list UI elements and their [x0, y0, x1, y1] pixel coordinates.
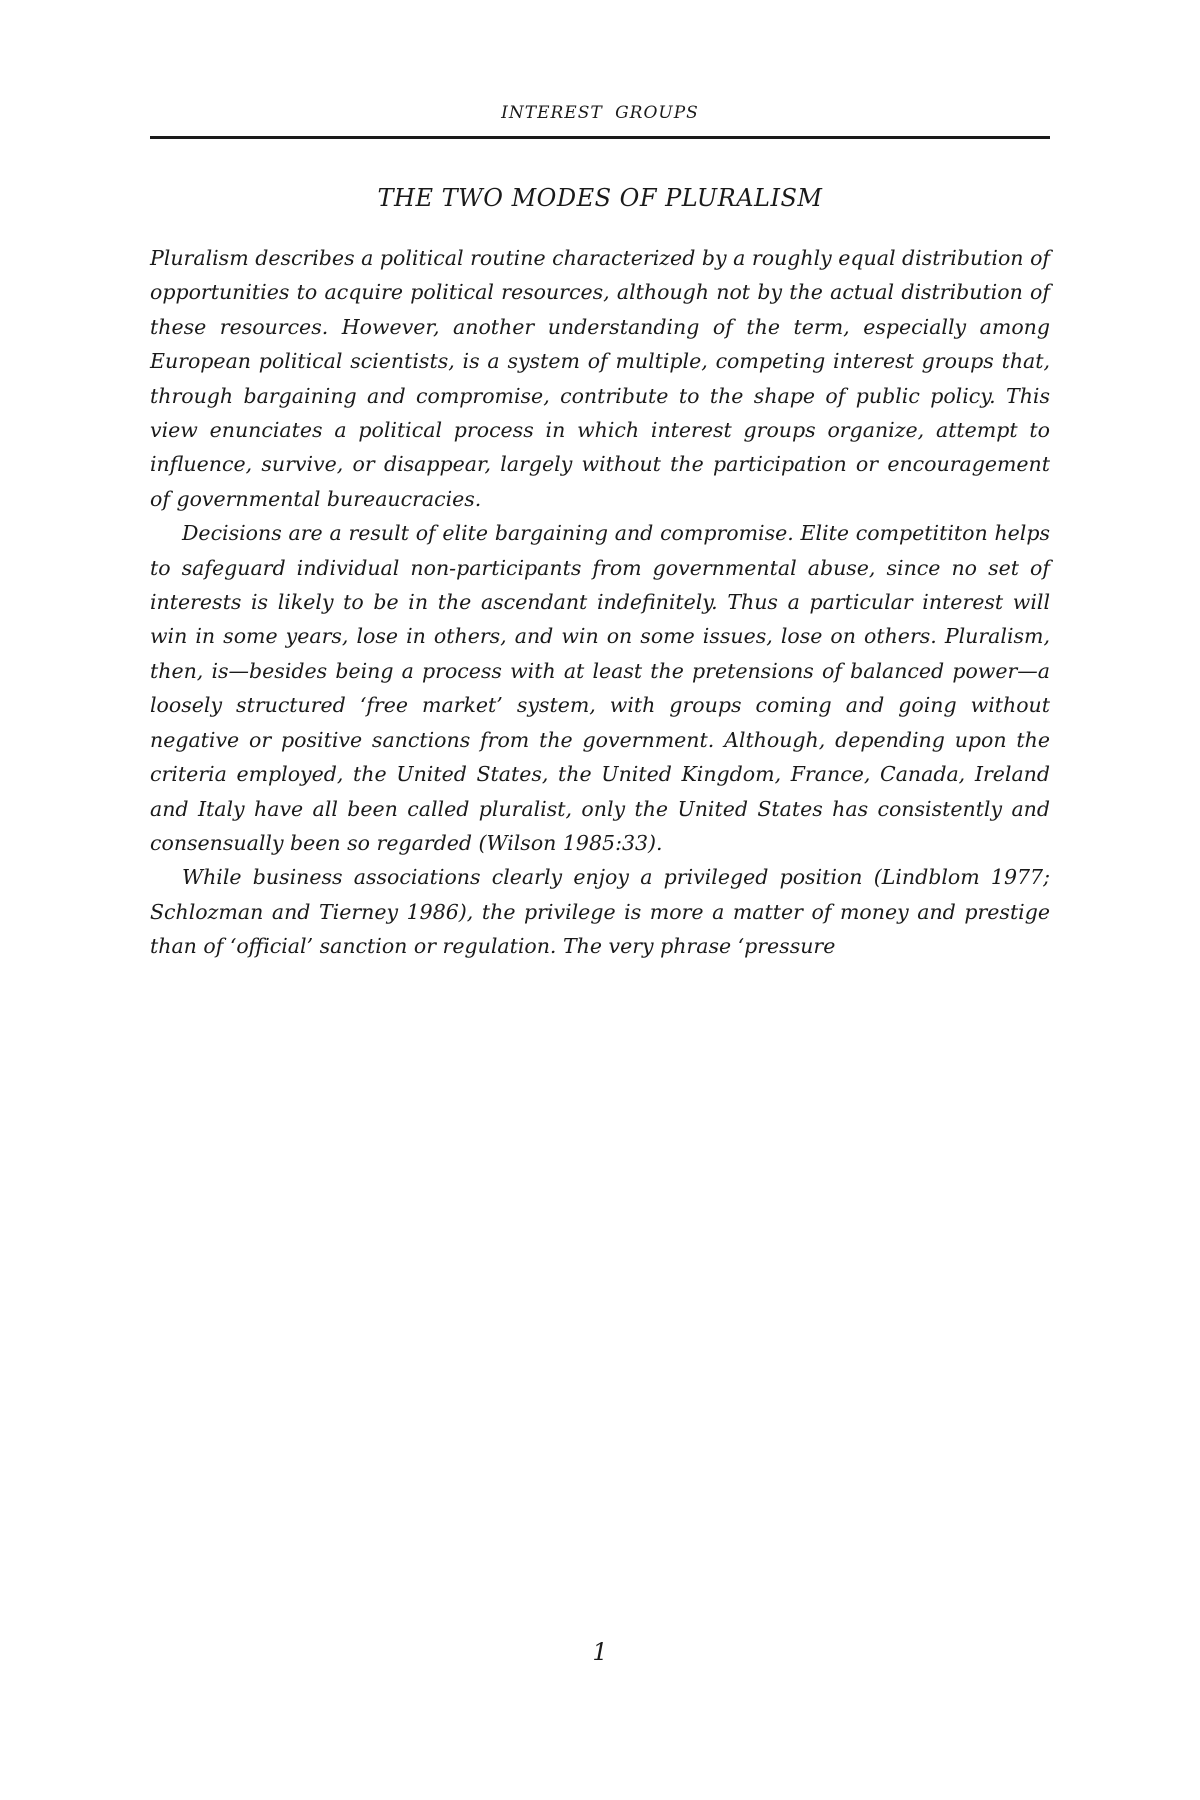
body-text [150, 241, 1050, 964]
running-head: INTEREST GROUPS [501, 103, 699, 123]
header-rule [150, 136, 1050, 139]
paragraph: While business associations clearly enjoy a privileged position (Lindblom 1977; Schlozman and Tierney 1986), the privilege is more a matter of money and prestige than of ‘official’ sanction or regulation. The very phrase ‘pressure [150, 865, 1050, 959]
paragraph: Decisions are a result of elite bargaining and compromise. Elite competititon helps to safeguard individual non-participants from governmental abuse, since no set of interests is likely to be in the ascendant indefinitely. Thus a particular interest will win in some years, lose in others, and win on some issues, lose on others. Pluralism, then, is—besides being a process with at least the pretensions of balanced power—a loosely structured ‘free market’ system, with groups coming and going without negative or positive sanctions from the government. Although, depending upon the criteria employed, the United States, the United Kingdom, France, Canada, Ireland and Italy have all been called pluralist, only the United States has consistently and consensually been so regarded (Wilson 1985:33). [150, 521, 1050, 855]
paragraph: Pluralism describes a political routine characterized by a roughly equal distribution of opportunities to acquire political resources, although not by the actual distribution of these resources. However, another understanding of the term, especially among European political scientists, is a system of multiple, competing interest groups that, through bargaining and compromise, contribute to the shape of public policy. This view enunciates a political process in which interest groups organize, attempt to influence, survive, or disappear, largely without the participation or encouragement of governmental bureaucracies. [150, 246, 1050, 511]
section-title: THE TWO MODES OF PLURALISM [377, 184, 823, 212]
page-number: 1 [592, 1638, 608, 1666]
book-page [150, 0, 1050, 1800]
